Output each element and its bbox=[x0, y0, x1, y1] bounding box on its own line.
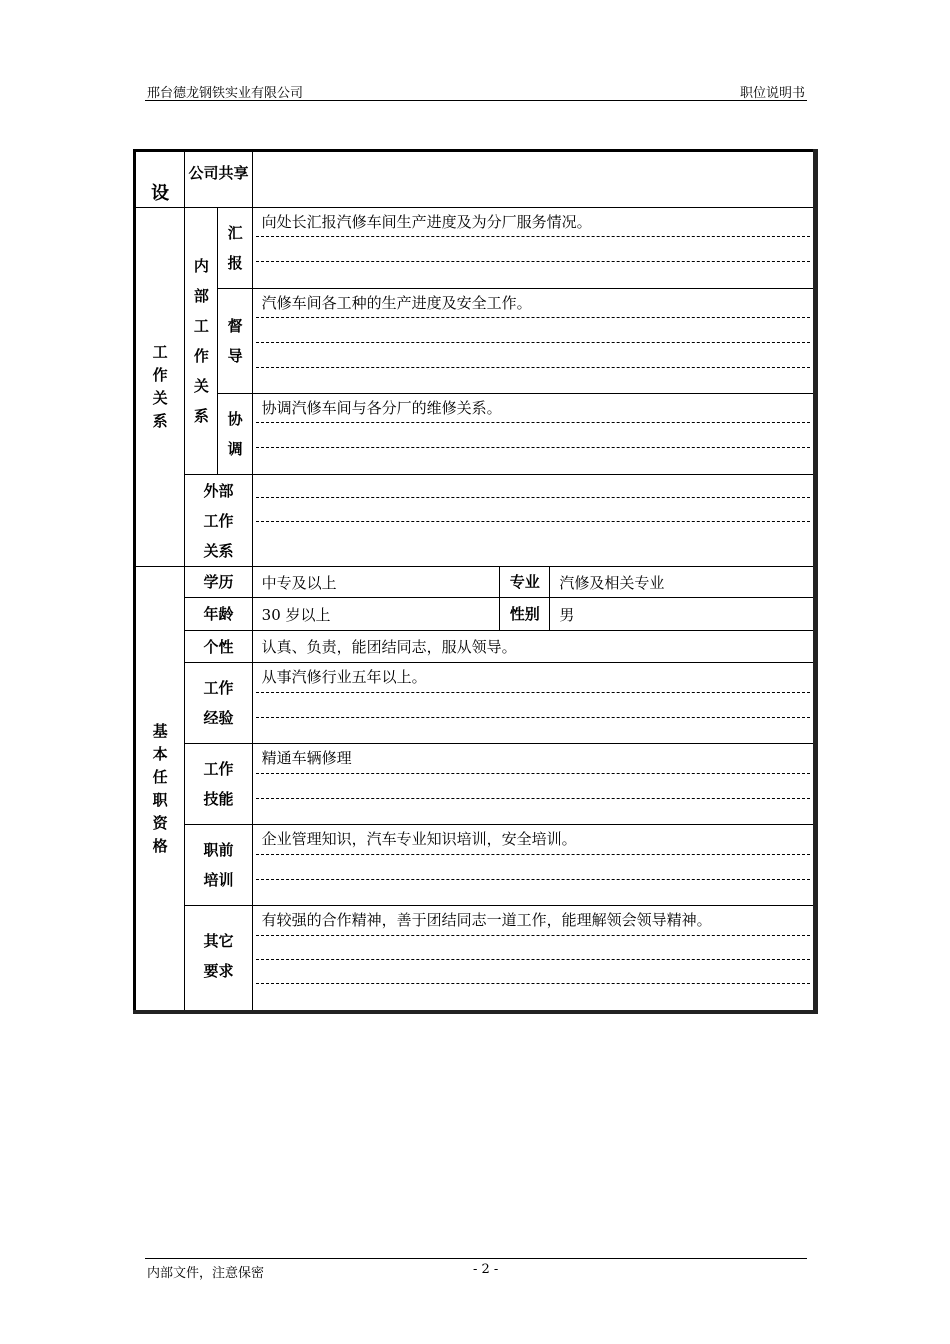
other-content bbox=[252, 906, 815, 1013]
experience-text: 从事汽修行业五年以上。 bbox=[261, 668, 427, 686]
external-relations-label-text: 外部 工作 关系 bbox=[203, 481, 234, 560]
supervise-text: 汽修车间各工种的生产进度及安全工作。 bbox=[261, 294, 532, 312]
skills-label bbox=[185, 744, 252, 825]
major-value: 汽修及相关专业 bbox=[550, 567, 816, 598]
experience-label-text: 工作 经验 bbox=[203, 679, 234, 727]
education-label: 学历 bbox=[185, 567, 252, 598]
skills-text: 精通车辆修理 bbox=[261, 749, 352, 767]
section-qualifications bbox=[135, 567, 185, 1013]
other-label bbox=[185, 906, 252, 1013]
report-label-text: 汇 报 bbox=[227, 224, 243, 272]
coordinate-content bbox=[252, 394, 815, 475]
other-label-text: 其它 要求 bbox=[203, 932, 234, 980]
dashed-line bbox=[256, 983, 810, 984]
gender-value: 男 bbox=[550, 598, 816, 631]
supervise-label-text: 督 导 bbox=[227, 317, 243, 365]
dashed-line bbox=[256, 879, 810, 880]
dashed-line bbox=[256, 447, 810, 448]
report-label bbox=[218, 208, 252, 289]
coordinate-text: 协调汽修车间与各分厂的维修关系。 bbox=[261, 399, 502, 417]
dashed-line bbox=[256, 798, 810, 799]
dashed-line bbox=[256, 422, 810, 423]
dashed-line bbox=[256, 261, 810, 262]
dashed-line bbox=[256, 342, 810, 343]
job-description-table bbox=[133, 149, 818, 1014]
footer-rule bbox=[145, 1258, 807, 1259]
supervise-content bbox=[252, 289, 815, 394]
training-label bbox=[185, 825, 252, 906]
section-work-relations bbox=[135, 208, 185, 567]
dashed-line bbox=[256, 717, 810, 718]
dashed-line bbox=[256, 692, 810, 693]
header-rule bbox=[145, 100, 807, 101]
header-company: 邢台德龙钢铁实业有限公司 bbox=[147, 86, 304, 101]
external-content bbox=[252, 475, 815, 567]
personality-label: 个性 bbox=[185, 631, 252, 663]
dashed-line bbox=[256, 521, 810, 522]
internal-relations-label-text: 内 部 工 作 关 系 bbox=[193, 257, 209, 425]
dashed-line bbox=[256, 317, 810, 318]
dashed-line bbox=[256, 935, 810, 936]
dashed-line bbox=[256, 236, 810, 237]
footer-note: 内部文件，注意保密 bbox=[147, 1266, 265, 1281]
page-number: - 2 - bbox=[473, 1262, 499, 1277]
personality-value: 认真、负责，能团结同志，服从领导。 bbox=[252, 631, 815, 663]
company-share-label: 公司共享 bbox=[185, 151, 252, 208]
training-label-text: 职前 培训 bbox=[203, 841, 234, 889]
education-value: 中专及以上 bbox=[252, 567, 499, 598]
header-doc-type: 职位说明书 bbox=[739, 86, 805, 101]
skills-label-text: 工作 技能 bbox=[203, 760, 234, 808]
age-label: 年龄 bbox=[185, 598, 252, 631]
other-text: 有较强的合作精神，善于团结同志一道工作，能理解领会领导精神。 bbox=[261, 911, 712, 929]
experience-content bbox=[252, 663, 815, 744]
training-text: 企业管理知识，汽车专业知识培训，安全培训。 bbox=[261, 830, 577, 848]
major-label: 专业 bbox=[500, 567, 550, 598]
skills-content bbox=[252, 744, 815, 825]
report-content bbox=[252, 208, 815, 289]
coordinate-label-text: 协 调 bbox=[227, 410, 243, 458]
supervise-label bbox=[218, 289, 252, 394]
section-qualifications-text: 基 本 任 职 资 格 bbox=[152, 721, 168, 855]
company-share-value bbox=[252, 151, 815, 208]
dashed-line bbox=[256, 367, 810, 368]
training-content bbox=[252, 825, 815, 906]
section-char-she: 设 bbox=[135, 151, 185, 208]
gender-label: 性别 bbox=[500, 598, 550, 631]
dashed-line bbox=[256, 854, 810, 855]
experience-label bbox=[185, 663, 252, 744]
coordinate-label bbox=[218, 394, 252, 475]
dashed-line bbox=[256, 773, 810, 774]
external-relations-label bbox=[185, 475, 252, 567]
dashed-line bbox=[256, 497, 810, 498]
dashed-line bbox=[256, 959, 810, 960]
age-value: 30 岁以上 bbox=[252, 598, 499, 631]
report-text: 向处长汇报汽修车间生产进度及为分厂服务情况。 bbox=[261, 213, 592, 231]
section-work-relations-text: 工 作 关 系 bbox=[152, 343, 168, 430]
internal-relations-label bbox=[185, 208, 218, 475]
